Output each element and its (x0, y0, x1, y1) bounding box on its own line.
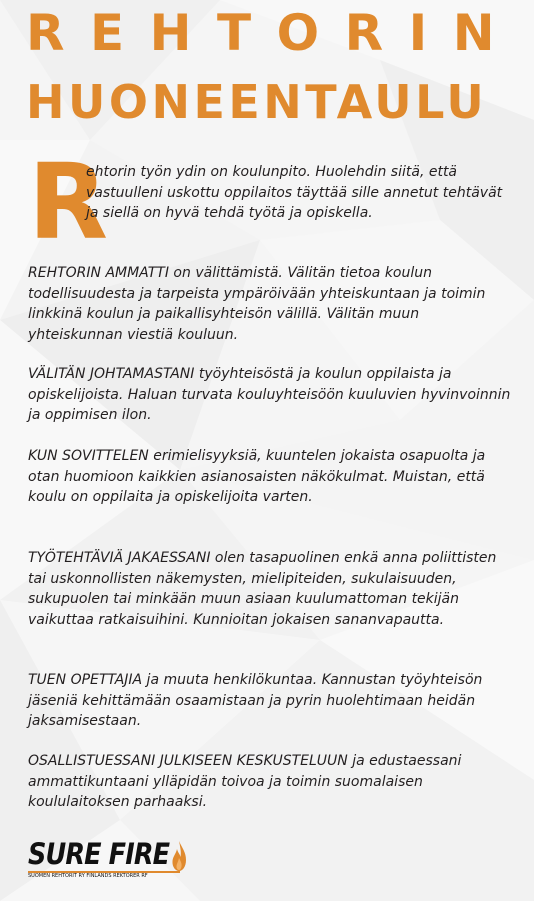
flame-icon (171, 840, 187, 872)
paragraph-valitan-johtamastani (28, 364, 518, 426)
paragraph-text: työyhteisöstä ja koulun oppilaista ja opiskelijoista. Haluan turvata kouluyhteisöön kuuluvien hyvinvoinnin ja oppimisen ilon. (28, 366, 511, 424)
paragraph-lead: OSALLISTUESSANI JULKISEEN KESKUSTELUUN (28, 753, 348, 769)
paragraph-tuen-opettajia (28, 670, 518, 732)
paragraph-lead: TUEN OPETTAJIA (28, 672, 143, 688)
paragraph-lead: VÄLITÄN JOHTAMASTANI (28, 366, 195, 382)
paragraph-kun-sovittelen (28, 446, 518, 508)
paragraph-text: erimielisyyksiä, kuuntelen jokaista osapuolta ja otan huomioon kaikkien asianosaisten näkökulmat. Muistan, että koulu on oppilaita ja opiskelijoita varten. (28, 448, 486, 506)
logo-subtitle: SUOMEN REHTORIT RY FINLANDS REKTORER RF (28, 873, 148, 879)
page-title-line-2: HUONEENTAULU (26, 75, 488, 129)
logo-wordmark: SURE FIRE (28, 837, 170, 871)
paragraph-text: on välittämistä. Välitän tietoa koulun todellisuudesta ja tarpeista ympäröivään yhteiskuntaan ja toimin linkkinä koulun ja paikallisyhteisön välillä. Välitän muun yhteiskunnan viestiä kouluun. (28, 265, 486, 343)
paragraph-text: ja muuta henkilökuntaa. Kannustan työyhteisön jäseniä kehittämään osaamistaan ja pyrin huolehtimaan heidän jaksamisestaan. (28, 672, 483, 730)
paragraph-rehtorin-ammatti (28, 263, 518, 345)
drop-cap-letter: R (28, 141, 109, 263)
paragraph-text: ja edustaessani ammattikuntaani ylläpidän toivoa ja toimin suomalaisen koululaitoksen parhaaksi. (28, 753, 462, 811)
paragraph-tyotehtavia-jakaessani (28, 548, 518, 630)
paragraph-text: olen tasapuolinen enkä anna poliittisten tai uskonnollisten näkemysten, mielipiteiden, sukulaisuuden, sukupuolen tai minkään muun asiaan kuulumattoman tekijän vaikuttaa ratkaisuihini. Kunnioitan jokaisen sananvapautta. (28, 550, 497, 628)
paragraph-lead: TYÖTEHTÄVIÄ JAKAESSANI (28, 550, 211, 566)
paragraph-osallistuessani (28, 751, 518, 813)
intro-paragraph: ehtorin työn ydin on koulunpito. Huolehdin siitä, että vastuulleni uskottu oppilaitos täyttää sille annetut tehtävät ja siellä on hyvä tehdä työtä ja opiskella. (86, 164, 503, 222)
paragraph-lead: KUN SOVITTELEN (28, 448, 149, 464)
sure-fire-logo (28, 838, 198, 878)
paragraph-lead: REHTORIN AMMATTI (28, 265, 169, 281)
page-title-line-1: REHTORIN (26, 4, 521, 62)
